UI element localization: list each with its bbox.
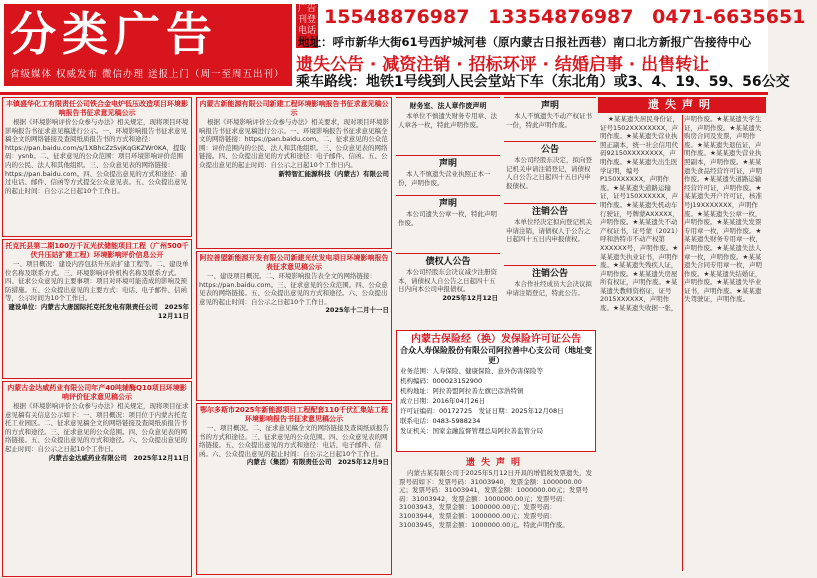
notice-block	[396, 97, 500, 155]
services-line: 遗失公告 · 减资注销 · 招标环评 · 结婚启事 · 出售转让	[296, 55, 710, 75]
notice-signature: 2025年十二月十一日	[325, 306, 389, 315]
column-4	[504, 97, 596, 329]
insurance-company: 合众人寿保险股份有限公司阿拉善中心支公司（地址变更）	[400, 346, 592, 365]
notice-title: 托克托县第二期100万千瓦光伏储能项目工程（广州500千伏升压站扩建工程）环境影响评价信息公开	[5, 242, 189, 259]
notice-title: 财务室、法人章作废声明	[409, 102, 487, 110]
logo-block	[4, 4, 292, 86]
notice-block	[396, 155, 500, 195]
notice-block	[196, 251, 392, 401]
notice-body: 一、建设项目概况。二、环境影响报告表全文的网络链接：https://pan.baidu.com。三、征求意见的公众范围。四、公众意见表的网络链接。五、公众提出意见的方式和途径。六、公众提出意见的起止时间：自公示之日起10个工作日。	[199, 272, 388, 306]
header-divider	[0, 92, 768, 95]
notice-body: 本合作社经成员大会决议拟申请注销登记，特此公告。	[506, 280, 592, 297]
notice-body: 一、项目概况。二、征求意见稿全文的网络链接及查阅纸质报告书的方式和途径。三、征求意见的公众范围。四、公众意见表的网络链接。五、公众提出意见的方式和途径：电话、电子邮件、信函。六、公众提出意见的起止时间：自公示之日起10个工作日。	[199, 424, 389, 458]
notice-signature: 建设单位：内蒙古大唐国际托克托发电有限责任公司 2025年12月11日	[8, 302, 189, 320]
phone-1: 15548876987	[324, 6, 470, 28]
notice-body: 本人不慎遗失营业执照正本一份，声明作废。	[398, 170, 491, 187]
notice-body: 一、项目概况：建设内容包括升压站扩建工程等。二、建设单位名称及联系方式。三、环境影响评价机构名称及联系方式。四、征求公众意见的主要事项：项目对环境可能造成的影响及预防措施。五、公众提出意见的主要方式：电话、电子邮件、信函等，公示时间为10个工作日。	[5, 260, 189, 303]
notice-block	[396, 253, 500, 325]
notice-block	[504, 97, 596, 141]
notice-body: 根据《环境影响评价公众参与办法》相关规定，现将项目环境影响报告书征求意见稿进行公示。一、环境影响报告书征求意见稿全文的网络链接及查阅纸质报告书的方式和途径：https://pan.baidu.com/s/1XBhcZzSvjKqGKZWr0KA，提取码：ysnb。二、征求意见的公众范围：项目环境影响评价范围内的公民、法人和其他组织。三、公众意见表的网络链接：https://pan.baidu.com。四、公众提出意见的方式和途径：通过电话、邮件、信函等方式提交公众意见表。五、公众提出意见的起止时间：自公示之日起10个工作日。	[5, 118, 189, 195]
notice-block	[504, 203, 596, 265]
notice-title: 声明	[438, 159, 457, 169]
notice-title: 债权人公告	[425, 257, 471, 267]
notice-body: 本单位经决定拟向登记机关申请注销，请债权人于公告之日起四十五日内申报债权。	[506, 218, 592, 244]
notice-body: 本公司经股东决定，拟向登记机关申请注销登记，请债权人自公告之日起四十五日内申报债权。	[506, 156, 592, 190]
notice-block	[504, 265, 596, 327]
notice-block	[396, 195, 500, 253]
insurance-row: 成立日期：2016年04月26日	[400, 397, 486, 405]
phone-2: 13354876987	[488, 6, 634, 28]
logo-subtitle: 省级媒体 权威发布 微信办理 送报上门（周一至周五出刊）	[10, 69, 285, 80]
masthead	[0, 0, 806, 92]
notice-title: 公告	[540, 145, 559, 155]
notice-block	[2, 97, 192, 237]
lost-notices-body: ★某某遗失居民身份证，证号1502XXXXXXXX，声明作废。★某某遗失营业执照正副本，统一社会信用代码92150XXXXXXXX，声明作废。★某某遗失出生医学证明，编号P150XXXXXX，声明作废。★某某遗失道路运输证，证号150XXXXXX，声明作废。★某某遗失机动车行驶证，号牌蒙AXXXXX，声明作废。★某某遗失不动产权证书，证号蒙（2021）呼和浩特市不动产权第XXXXXX号，声明作废。★某某遗失执业证书，声明作废。★某某遗失残疾人证，声明作废。★某某遗失房屋所有权证，声明作废。★某某遗失教师资格证，证号2015XXXXXX，声明作废。★某某遗失收据一张，声明作废。★某某遗失学生证，声明作废。★某某遗失购房合同及发票，声明作废。★某某遗失退伍证，声明作废。★某某遗失营业执照副本，声明作废。★某某遗失食品经营许可证，声明作废。★某某遗失道路运输经营许可证，声明作废。★某某遗失开户许可证，核准号J19XXXXXXX，声明作废。★某某遗失公章一枚，声明作废。★某某遗失发票专用章一枚，声明作废。★某某遗失财务专用章一枚，声明作废。★某某遗失法人章一枚，声明作废。★某某遗失合同专用章一枚，声明作废。★某某遗失结婚证，声明作废。★某某遗失毕业证书，声明作废。★某某遗失驾驶证，声明作废。	[600, 115, 762, 313]
notice-block	[2, 239, 192, 379]
insurance-title: 内蒙古保险经（换）发保险许可证公告	[411, 334, 581, 345]
notice-signature: 内蒙古（集团）有限责任公司 2025年12月9日	[246, 458, 389, 467]
notice-signature: 2025年12月12日	[442, 293, 498, 302]
notice-body: 本公司经股东会决议减少注册资本，请债权人自公告之日起四十五日内向本公司申报债权。	[398, 268, 497, 294]
notice-title: 丰镇盛华化工有限责任公司铁合金电炉低压改造项目环境影响报告书征求意见稿公示	[6, 100, 188, 117]
notice-signature: 内蒙古金达威药业有限公司 2025年12月11日	[48, 453, 189, 462]
insurance-license-notice	[396, 330, 596, 452]
notice-title: 内蒙古金达威药业有限公司年产40吨辅酶Q10项目环境影响评价征求意见稿公示	[7, 384, 187, 401]
insurance-row: 业务范围：人寿保险、健康保险、意外伤害保险等	[400, 367, 543, 375]
lost-notice-title: 遗失声明	[465, 458, 526, 468]
notice-title: 声明	[540, 101, 559, 111]
lost-notice-body: 内蒙古某有限公司于2025年5月12日开具的增值税发票遗失，发票号码如下：发票号码：31003940，发票金额：1000000.00元；发票号码：31003941，发票金额：1000000.00元；发票号码：31003942，发票金额：1000000.00元；发票号码：31003943，发票金额：1000000.00元；发票号码：31003944，发票金额：1000000.00元；发票号码：31003945，发票金额：1000000.00元。特此声明作废。	[399, 469, 592, 529]
column-5-lost-notices	[598, 97, 766, 578]
notice-block	[196, 97, 392, 249]
notice-body: 根据《环境影响评价公众参与办法》相关要求，现对项目环境影响报告书征求意见稿进行公示。一、环境影响报告书征求意见稿全文的网络链接：https://pan.baidu.com。二、征求意见的公众范围：评价范围内的公民、法人和其他组织。三、公众意见表的网络链接。四、公众提出意见的方式和途径：电子邮件、信函。五、公众提出意见的起止时间：自公示之日起10个工作日内。	[199, 118, 389, 169]
notice-title: 鄂尔多斯市2025年新能源项目工程配套110千伏汇集站工程环境影响报告书征求意见稿公示	[199, 406, 389, 423]
notice-title: 内蒙古新能源有限公司新建工程环境影响报告书征求意见稿公示	[199, 100, 389, 117]
lost-notices-header: 遗失声明	[598, 97, 766, 113]
ad-phone-tag: 广告刊登电话	[296, 4, 318, 48]
column-3	[396, 97, 500, 329]
notice-body: 根据《环境影响评价公众参与办法》相关规定，现将项目征求意见稿有关信息公示如下：一、项目概况：项目位于内蒙古托克托工业园区。二、征求意见稿全文的网络链接及查阅纸质报告书的方式和途径。三、征求意见的公众范围。四、公众意见表的网络链接。五、公众提出意见的方式和途径。六、公众提出意见的起止时间：自公示之日起10个工作日。	[5, 402, 189, 453]
phone-3: 0471-6635651	[652, 6, 806, 28]
phone-numbers	[324, 6, 817, 28]
notice-block	[2, 381, 192, 577]
notice-signature: 新特智汇能源科技（内蒙古）有限公司	[278, 169, 389, 178]
insurance-row: 许可证编码：00172725 发证日期：2025年12月08日	[400, 407, 564, 415]
notice-block	[196, 403, 392, 575]
column-2	[196, 97, 392, 578]
notice-title: 阿拉善盟新能源开发有限公司新建光伏发电项目环境影响报告表征求意见稿公示	[199, 254, 389, 271]
notice-block	[504, 141, 596, 203]
insurance-row: 联系电话：0483-5988234	[400, 417, 481, 425]
column-1	[2, 97, 192, 578]
notice-body: 本人不慎遗失不动产权证书一份，特此声明作废。	[506, 112, 592, 129]
bus-route: 乘车路线：地铁1号线到人民会堂站下车（东北角）或3、4、19、59、56公交	[296, 74, 790, 90]
insurance-row: 发证机关：国家金融监督管理总局阿拉善监管分局	[400, 427, 543, 435]
insurance-row: 机构编码：000023152900	[400, 377, 483, 385]
notice-body: 本公司遗失公章一枚，特此声明作废。	[398, 210, 497, 227]
insurance-row: 机构地址：阿拉善盟阿拉善左旗巴彦浩特镇	[400, 387, 524, 395]
notice-title: 声明	[438, 199, 457, 209]
notice-title: 注销公告	[531, 207, 568, 217]
notice-title: 注销公告	[531, 269, 568, 279]
lost-notice-invoices	[396, 455, 596, 578]
notice-body: 本单位不慎遗失财务专用章、法人章各一枚，特此声明作废。	[398, 112, 497, 129]
logo-title: 分类广告	[10, 7, 218, 61]
address: 地址：呼市新华大街61号西护城河巷（原内蒙古日报社西巷）南口北方新报广告接待中心	[298, 35, 751, 49]
